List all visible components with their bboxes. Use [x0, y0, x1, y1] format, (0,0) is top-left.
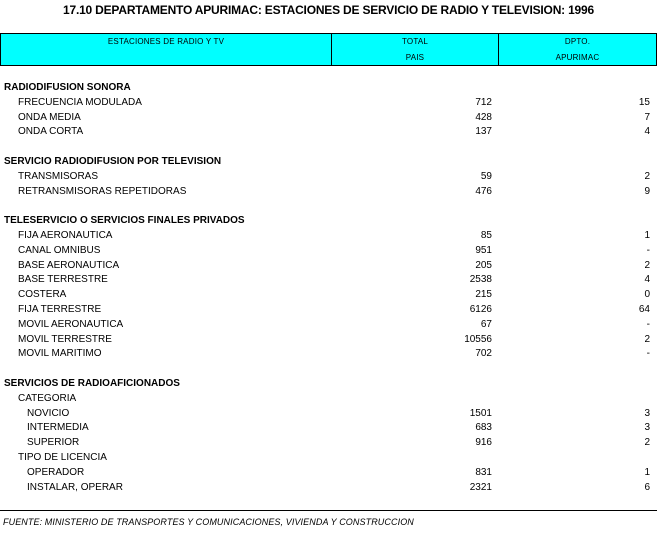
source-note: FUENTE: MINISTERIO DE TRANSPORTES Y COMUNICACIONES, VIVIENDA Y CONSTRUCCION: [3, 517, 414, 527]
cell-total-pais: 476: [475, 185, 492, 197]
cell-total-pais: 916: [475, 437, 492, 449]
cell-dpto-apurimac: 0: [644, 289, 650, 301]
cell-dpto-apurimac: 2: [644, 259, 650, 271]
cell-dpto-apurimac: 4: [644, 126, 650, 138]
table-row: [0, 347, 657, 362]
row-label: CATEGORIA: [18, 392, 77, 404]
table-row: [0, 481, 657, 496]
row-label: INSTALAR, OPERAR: [27, 481, 123, 493]
cell-total-pais: 59: [480, 170, 492, 182]
table-row: [0, 466, 657, 481]
row-label: NOVICIO: [27, 407, 70, 419]
row-label: OPERADOR: [27, 466, 85, 478]
table-row: [0, 125, 657, 140]
row-label: BASE TERRESTRE: [18, 274, 108, 286]
row-label: TRANSMISORAS: [18, 170, 99, 182]
section-header-row: [0, 81, 657, 96]
cell-dpto-apurimac: 1: [644, 466, 650, 478]
row-label: RETRANSMISORAS REPETIDORAS: [18, 185, 187, 197]
cell-dpto-apurimac: 3: [644, 407, 650, 419]
table-row: [0, 259, 657, 274]
cell-total-pais: 831: [475, 466, 492, 478]
row-label: MOVIL MARITIMO: [18, 348, 102, 360]
row-label: FRECUENCIA MODULADA: [18, 96, 142, 108]
cell-dpto-apurimac: 2: [644, 170, 650, 182]
cell-total-pais: 6126: [469, 303, 492, 315]
header-col-total-pais: [332, 34, 499, 65]
cell-total-pais: 2538: [469, 274, 492, 286]
table-body: [0, 81, 657, 495]
cell-total-pais: 205: [475, 259, 492, 271]
table-title: 17.10 DEPARTAMENTO APURIMAC: ESTACIONES DE SERVICIO DE RADIO Y TELEVISION: 1996: [63, 3, 594, 17]
cell-dpto-apurimac: -: [646, 244, 650, 256]
table-header: [0, 33, 657, 66]
table-row: [0, 273, 657, 288]
cell-total-pais: 712: [475, 96, 492, 108]
cell-dpto-apurimac: 9: [644, 185, 650, 197]
table-row: [0, 407, 657, 422]
section-title: TELESERVICIO O SERVICIOS FINALES PRIVADOS: [4, 215, 245, 227]
row-label: ONDA MEDIA: [18, 111, 81, 123]
table-row: [0, 318, 657, 333]
cell-total-pais: 428: [475, 111, 492, 123]
cell-dpto-apurimac: 3: [644, 422, 650, 434]
cell-total-pais: 702: [475, 348, 492, 360]
row-label: MOVIL AERONAUTICA: [18, 318, 124, 330]
row-label: TIPO DE LICENCIA: [18, 451, 107, 463]
table-row: [0, 229, 657, 244]
cell-total-pais: 2321: [469, 481, 492, 493]
header-col-dpto-line2: APURIMAC: [555, 53, 600, 62]
table-row: [0, 96, 657, 111]
cell-total-pais: 683: [475, 422, 492, 434]
section-title: RADIODIFUSION SONORA: [4, 82, 131, 93]
header-col-dpto-line1: DPTO.: [564, 37, 591, 46]
header-col-stations-label: ESTACIONES DE RADIO Y TV: [107, 37, 225, 46]
row-label: CANAL OMNIBUS: [18, 244, 101, 256]
row-label: COSTERA: [18, 289, 67, 301]
cell-total-pais: 10556: [464, 333, 492, 345]
cell-dpto-apurimac: 7: [644, 111, 650, 123]
row-label: FIJA TERRESTRE: [18, 303, 102, 315]
cell-dpto-apurimac: 6: [644, 481, 650, 493]
footer-divider: [0, 510, 657, 511]
table-row: [0, 303, 657, 318]
header-col-stations: [1, 34, 332, 65]
table-row: [0, 421, 657, 436]
cell-dpto-apurimac: 64: [638, 303, 650, 315]
cell-dpto-apurimac: 1: [644, 229, 650, 241]
table-row: [0, 185, 657, 200]
spacer-row: [0, 140, 657, 155]
row-label: BASE AERONAUTICA: [18, 259, 120, 271]
cell-dpto-apurimac: 2: [644, 437, 650, 449]
section-title: SERVICIOS DE RADIOAFICIONADOS: [4, 377, 180, 389]
cell-dpto-apurimac: 4: [644, 274, 650, 286]
table-row: [0, 244, 657, 259]
section-header-row: [0, 377, 657, 392]
section-header-row: [0, 155, 657, 170]
row-label: INTERMEDIA: [27, 422, 89, 434]
cell-total-pais: 1501: [469, 407, 492, 419]
row-label: MOVIL TERRESTRE: [18, 333, 112, 345]
cell-total-pais: 215: [475, 289, 492, 301]
cell-dpto-apurimac: -: [646, 348, 650, 360]
table-row: [0, 111, 657, 126]
cell-total-pais: 137: [475, 126, 492, 138]
table-row: [0, 436, 657, 451]
row-label: SUPERIOR: [27, 437, 80, 449]
table-row: [0, 170, 657, 185]
table-row: [0, 451, 657, 466]
cell-total-pais: 67: [480, 318, 492, 330]
spacer-row: [0, 362, 657, 377]
table-row: [0, 392, 657, 407]
cell-dpto-apurimac: 15: [638, 96, 650, 108]
cell-dpto-apurimac: -: [646, 318, 650, 330]
table-row: [0, 288, 657, 303]
header-col-total-line1: TOTAL: [401, 37, 429, 46]
section-title: SERVICIO RADIODIFUSION POR TELEVISION: [4, 155, 222, 167]
row-label: ONDA CORTA: [18, 126, 84, 138]
header-col-total-line2: PAIS: [405, 53, 425, 62]
cell-dpto-apurimac: 2: [644, 333, 650, 345]
section-header-row: [0, 214, 657, 229]
row-label: FIJA AERONAUTICA: [18, 229, 113, 241]
cell-total-pais: 951: [475, 244, 492, 256]
header-col-dpto-apurimac: [499, 34, 656, 65]
spacer-row: [0, 199, 657, 214]
cell-total-pais: 85: [480, 229, 492, 241]
table-row: [0, 333, 657, 348]
